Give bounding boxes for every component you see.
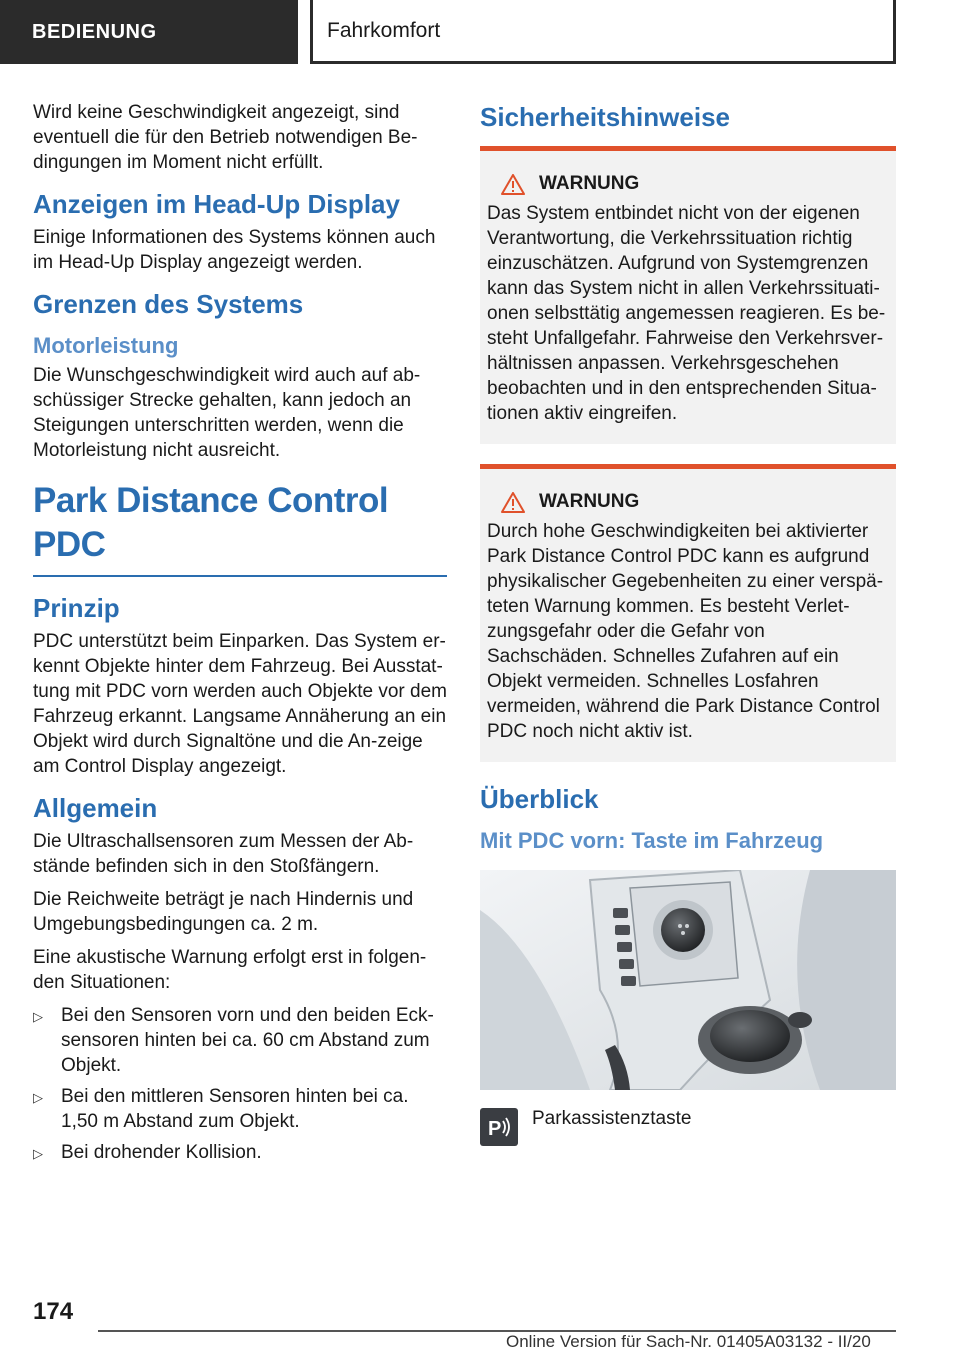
right-column xyxy=(480,100,896,1146)
warning-triangle-icon xyxy=(501,174,525,195)
overview-heading: Überblick xyxy=(480,784,599,814)
situation-list xyxy=(33,1003,447,1165)
warning-box-2 xyxy=(480,464,896,762)
principle-heading: Prinzip xyxy=(33,593,120,623)
section-tab: BEDIENUNG xyxy=(0,0,298,64)
pdc-title: Park Distance Control PDC xyxy=(33,481,389,564)
general-paragraph-1: Die Ultraschallsensoren zum Messen der Ab-stände befinden sich in den Stoßfängern. xyxy=(33,831,414,877)
triangle-bullet-icon: ▷ xyxy=(33,1009,43,1024)
hud-paragraph: Einige Informationen des Systems können auch im Head-Up Display angezeigt werden. xyxy=(33,227,436,273)
warning-text: Durch hohe Geschwindigkeiten bei aktivierter Park Distance Control PDC kann es aufgrund physikalischer Gegebenheiten zu einer verspä-teten Warnung kommen. Es besteht Verlet-zungsgefahr oder die Gefahr von Sachschäden. Schnelles Zufahren auf ein Objekt vermeiden. Schnelles Losfahren vermeiden, während die Park Distance Control PDC noch nicht aktiv ist. xyxy=(487,521,884,742)
list-item: ▷ Bei den mittleren Sensoren hinten bei ca. 1,50 m Abstand zum Objekt. xyxy=(33,1086,409,1132)
general-paragraph-3: Eine akustische Warnung erfolgt erst in folgen-den Situationen: xyxy=(33,947,427,993)
key-label: Parkassistenztaste xyxy=(532,1108,692,1129)
safety-heading: Sicherheitshinweise xyxy=(480,102,730,132)
limits-heading: Grenzen des Systems xyxy=(33,289,304,319)
console-illustration xyxy=(480,870,896,1090)
front-pdc-heading: Mit PDC vorn: Taste im Fahrzeug xyxy=(480,828,824,853)
page-number: 174 xyxy=(33,1298,74,1325)
left-column xyxy=(33,100,447,1171)
warning-triangle-icon xyxy=(501,492,525,513)
footer-text: Online Version für Sach-Nr. 01405A03132 - II/20 xyxy=(506,1332,871,1351)
general-paragraph-2: Die Reichweite beträgt je nach Hindernis und Umgebungsbedingungen ca. 2 m. xyxy=(33,889,414,935)
engine-heading: Motorleistung xyxy=(33,333,179,358)
general-heading: Allgemein xyxy=(33,793,158,823)
warning-title: WARNUNG xyxy=(539,173,640,194)
key-row xyxy=(480,1108,896,1146)
chapter-title: Fahrkomfort xyxy=(310,0,896,64)
warning-header xyxy=(501,173,888,195)
warning-header xyxy=(501,491,888,513)
svg-text:P: P xyxy=(488,1118,502,1140)
page-header xyxy=(0,0,960,66)
intro-paragraph: Wird keine Geschwindigkeit angezeigt, sind eventuell die für den Betrieb notwendigen Be-dingungen im Moment nicht erfüllt. xyxy=(33,102,418,173)
list-item: ▷ Bei drohender Kollision. xyxy=(33,1140,447,1165)
center-console-photo xyxy=(480,870,896,1090)
warning-text: Das System entbindet nicht von der eigenen Verantwortung, die Verkehrssituation richtig einzuschätzen. Aufgrund von Systemgrenzen kann das System nicht in allen Verkehrssituati-onen selbsttätig angemessen reagieren. Es be-steht Unfallgefahr. Fahrweise den Verkehrsver-hältnissen anpassen. Verkehrsgeschehen beobachten und in den entsprechenden Situa-tionen aktiv eingreifen. xyxy=(487,203,886,424)
list-item: ▷ Bei den Sensoren vorn und den beiden Eck-sensoren hinten bei ca. 60 cm Abstand zum Objekt. xyxy=(33,1005,434,1076)
title-rule xyxy=(33,575,447,577)
park-assist-key-icon xyxy=(480,1108,518,1146)
principle-paragraph: PDC unterstützt beim Einparken. Das System er-kennt Objekte hinter dem Fahrzeug. Bei Ausstat-tung mit PDC vorn werden auch Objekte vor dem Fahrzeug erkannt. Langsame Annäherung an ein Objekt wird durch Signaltöne und die An-zeige am Control Display angezeigt. xyxy=(33,631,447,777)
warning-box-1 xyxy=(480,146,896,444)
engine-paragraph: Die Wunschgeschwindigkeit wird auch auf ab-schüssiger Strecke gehalten, kann jedoch an Steigungen unterschritten werden, wenn die Motorleistung nicht ausreicht. xyxy=(33,365,421,461)
warning-title: WARNUNG xyxy=(539,491,640,512)
hud-heading: Anzeigen im Head-Up Display xyxy=(33,189,400,219)
triangle-bullet-icon: ▷ xyxy=(33,1146,43,1161)
triangle-bullet-icon: ▷ xyxy=(33,1090,43,1105)
